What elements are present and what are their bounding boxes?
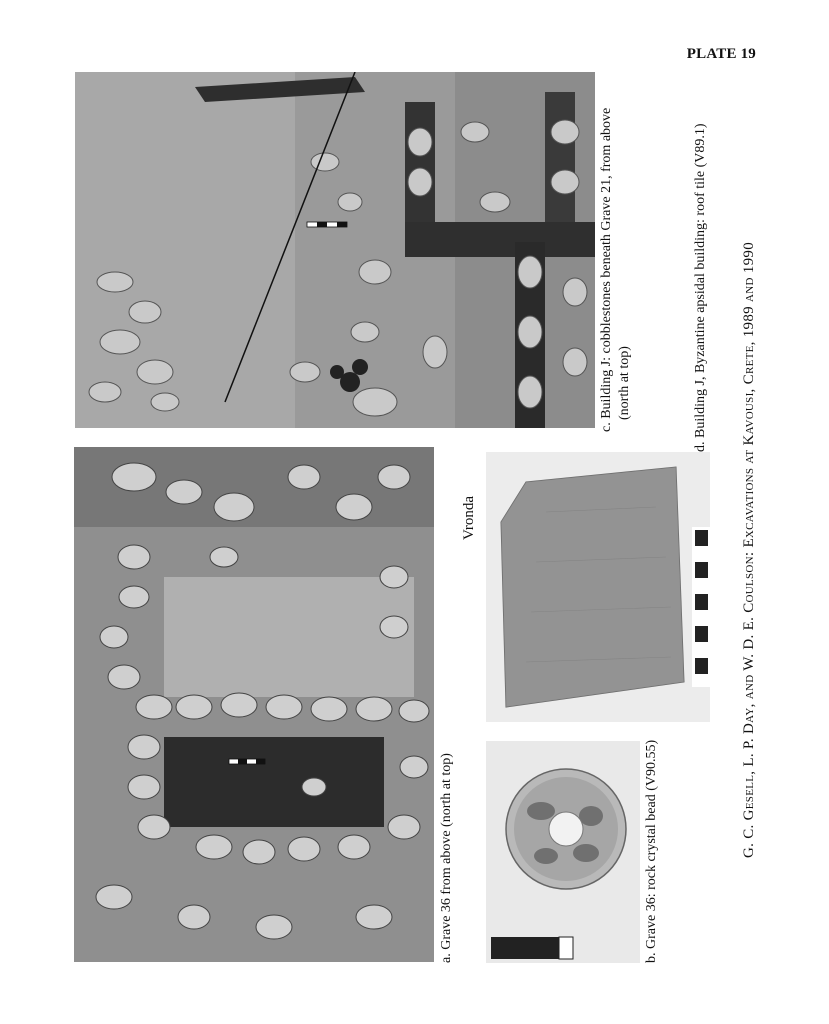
photo-grave-36 — [74, 447, 434, 962]
caption-a: a. Grave 36 from above (north at top) — [439, 753, 454, 963]
caption-b: b. Grave 36: rock crystal bead (V90.55) — [644, 739, 659, 963]
photo-rock-crystal-bead — [486, 741, 640, 963]
caption-d: d. Building J, Byzantine apsidal building: roof tile (V89.1) — [693, 123, 708, 452]
site-label: Vronda — [461, 495, 477, 540]
photo-building-j-cobblestones — [75, 72, 595, 428]
footer-credit: G. C. Gesell, L. P. Day, and W. D. E. Coulson: Excavations at Kavousi, Crete, 1989 and 1990 — [741, 242, 757, 858]
caption-c: c. Building J: cobblestones beneath Grave 21, from above — [599, 107, 614, 432]
plate-number: PLATE 19 — [686, 46, 756, 62]
photo-roof-tile — [486, 452, 710, 722]
caption-c-continued: (north at top) — [617, 346, 632, 420]
